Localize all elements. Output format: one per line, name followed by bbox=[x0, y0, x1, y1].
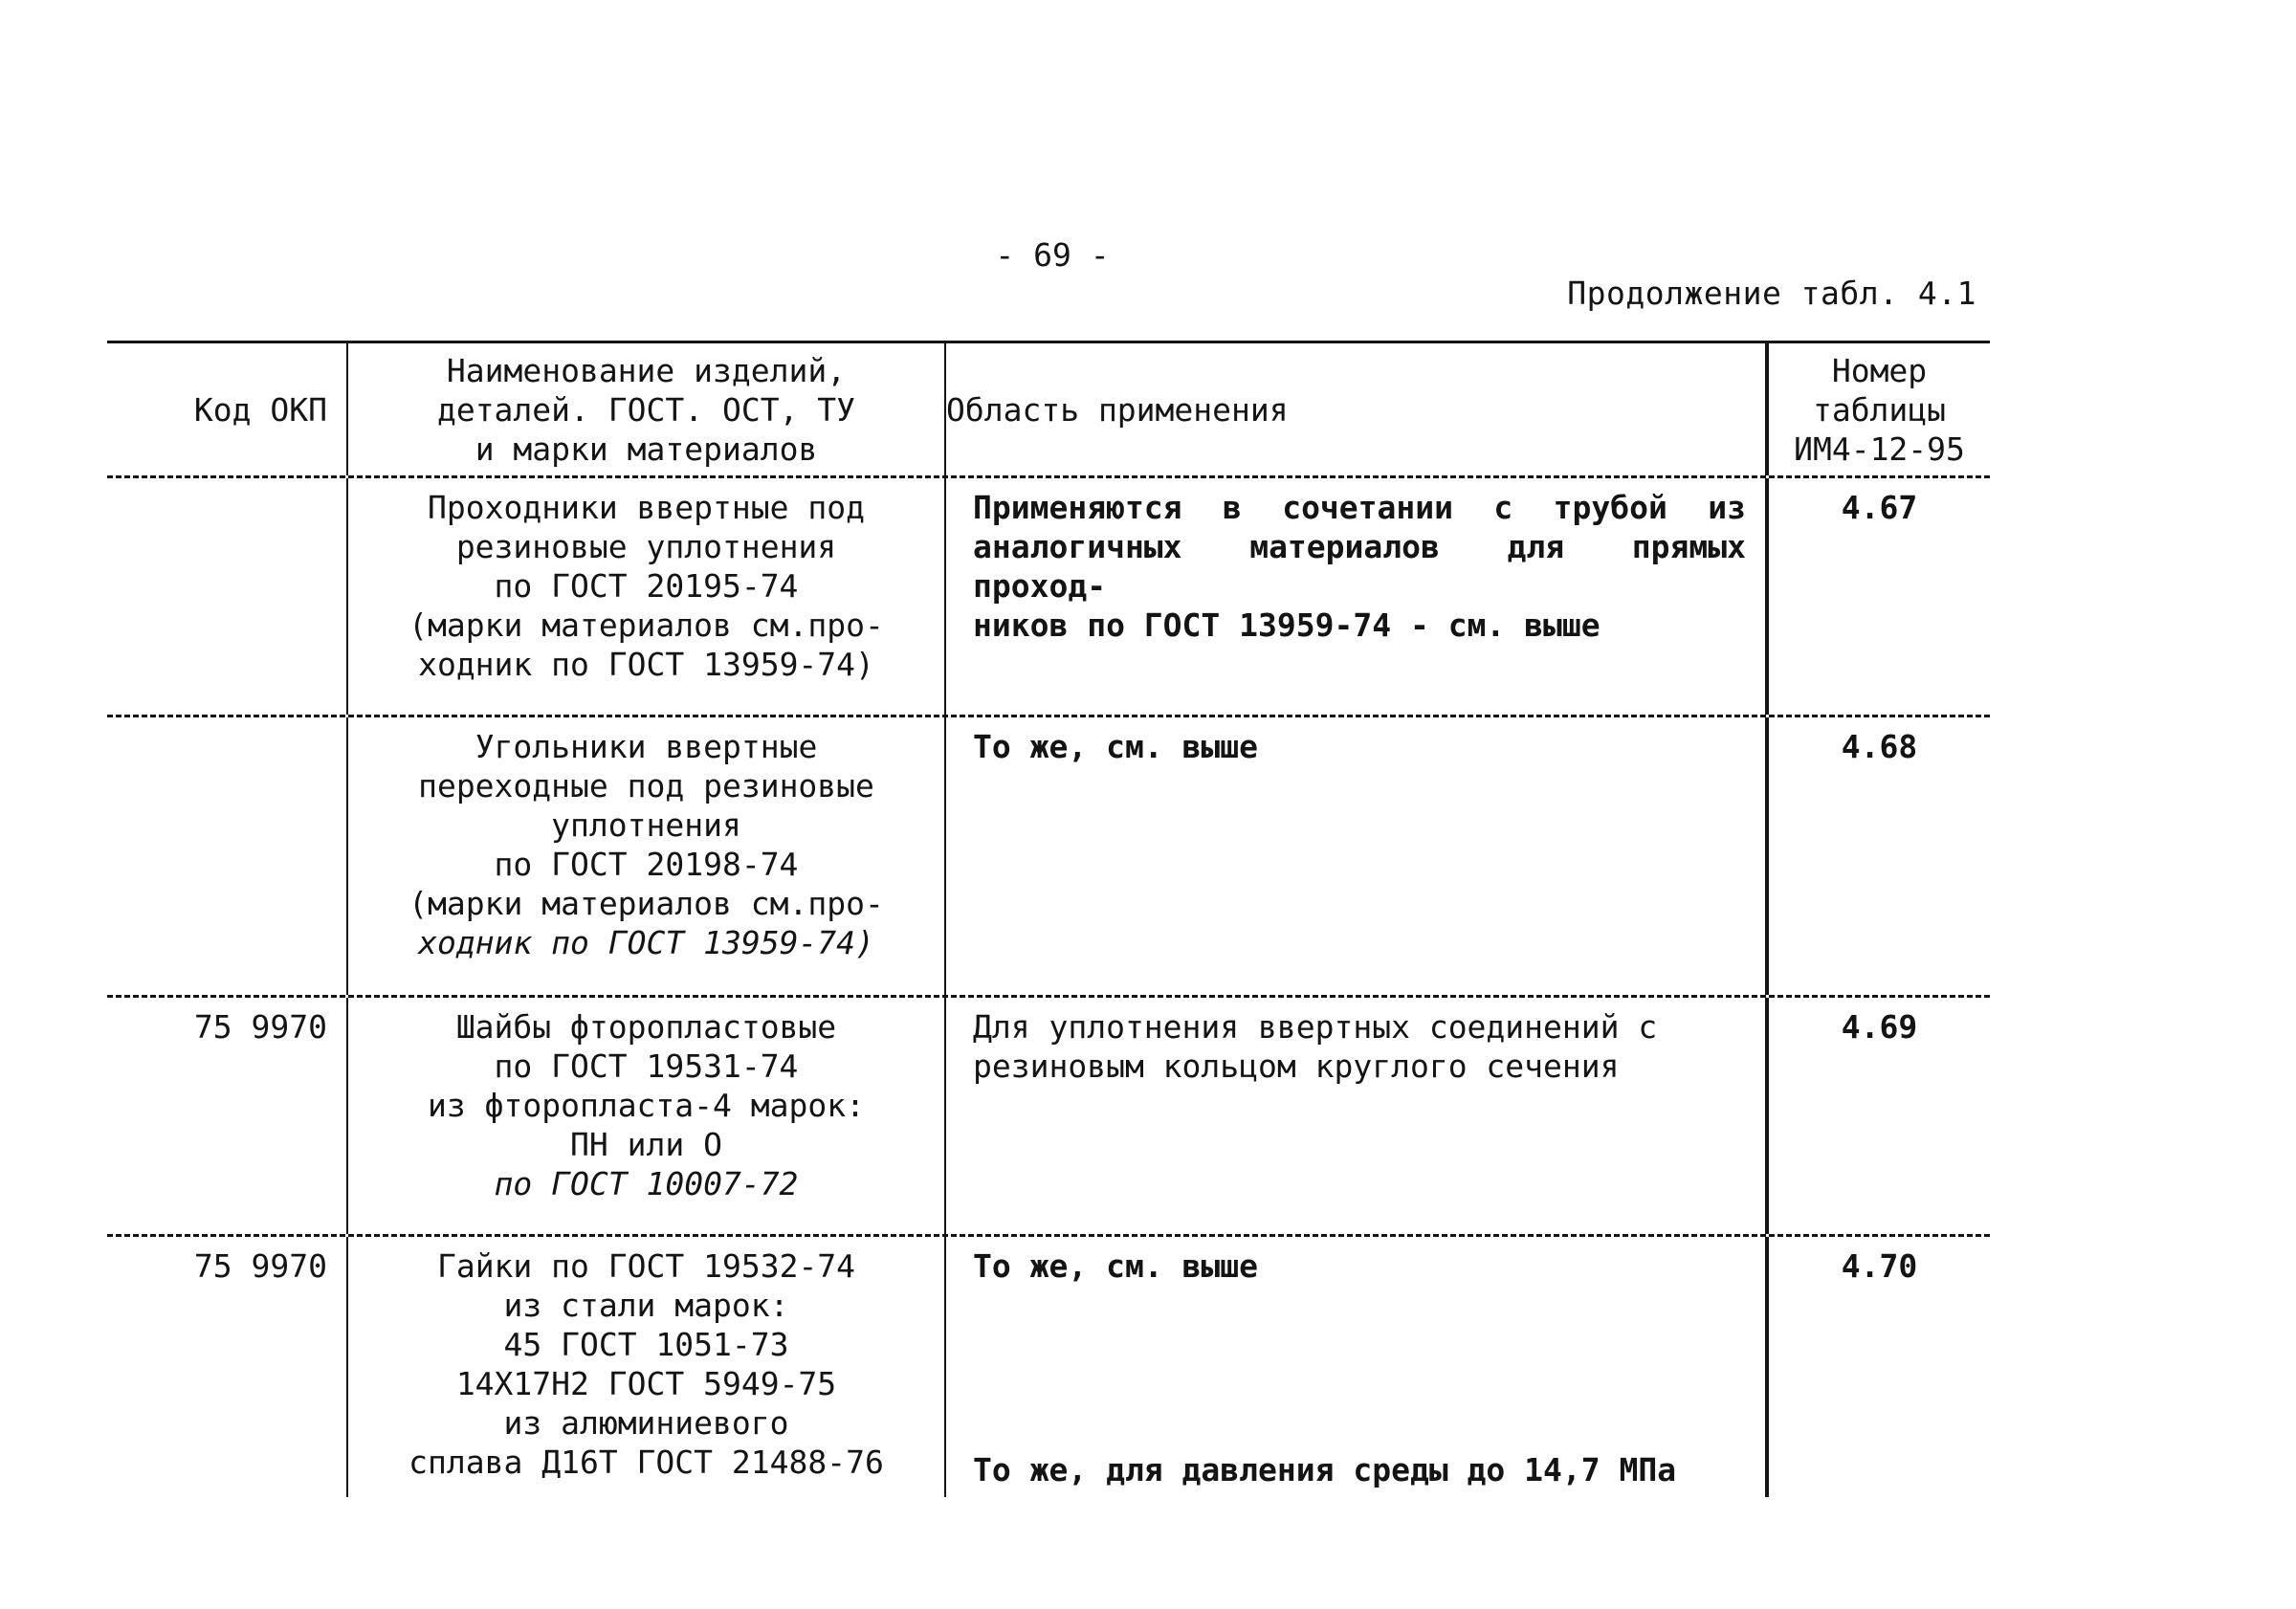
header-okp-label: Код ОКП bbox=[193, 390, 327, 429]
application-line: резиновым кольцом круглого сечения bbox=[973, 1047, 1620, 1085]
table-row bbox=[107, 998, 1990, 1234]
item-name bbox=[346, 717, 944, 995]
item-name-line: из стали марок: bbox=[503, 1287, 789, 1324]
item-name-line: 14Х17Н2 ГОСТ 5949-75 bbox=[455, 1365, 837, 1402]
header-name-line: деталей. ГОСТ. ОСТ, ТУ bbox=[436, 390, 856, 429]
header-tab-line: таблицы bbox=[1812, 390, 1947, 429]
header-tab-line: ИМ4-12-95 bbox=[1794, 430, 1965, 468]
header-area bbox=[944, 343, 1767, 475]
item-name-line: переходные под резиновые bbox=[418, 767, 874, 804]
application-area bbox=[944, 998, 1767, 1234]
application-line: То же, см. выше bbox=[973, 1247, 1259, 1285]
item-name-line: Гайки по ГОСТ 19532-74 bbox=[436, 1247, 856, 1285]
item-name-line: из фторопласта-4 марок: bbox=[428, 1087, 865, 1124]
item-name-line: по ГОСТ 20198-74 bbox=[494, 846, 799, 883]
header-table-number bbox=[1767, 343, 1990, 475]
table-number: 4.67 bbox=[1767, 478, 1990, 715]
item-name-line: из алюминиевого bbox=[503, 1404, 789, 1442]
table-row bbox=[107, 1237, 1990, 1497]
table-number: 4.68 bbox=[1767, 717, 1990, 995]
item-name-line: по ГОСТ 10007-72 bbox=[494, 1165, 799, 1202]
item-name-line: (марки материалов см.про- bbox=[408, 885, 884, 922]
application-area bbox=[944, 1237, 1767, 1497]
item-name bbox=[346, 478, 944, 715]
table-row bbox=[107, 478, 1990, 715]
item-name-line: (марки материалов см.про- bbox=[408, 606, 884, 644]
application-line: ников по ГОСТ 13959-74 - см. выше bbox=[973, 606, 1601, 644]
okp-code bbox=[107, 717, 346, 995]
item-name-line: ходник по ГОСТ 13959-74) bbox=[418, 646, 874, 683]
item-name-line: уплотнения bbox=[551, 806, 741, 844]
table-header-row bbox=[107, 343, 1990, 475]
application-area bbox=[944, 717, 1767, 995]
header-name bbox=[346, 343, 944, 475]
item-name-line: Шайбы фторопластовые bbox=[455, 1008, 837, 1046]
header-area-label: Область применения bbox=[946, 390, 1289, 429]
table-caption: Продолжение табл. 4.1 bbox=[1567, 275, 1976, 312]
item-name-line: Проходники ввертные под bbox=[428, 489, 865, 526]
item-name-line: сплава Д16Т ГОСТ 21488-76 bbox=[408, 1444, 884, 1481]
okp-code: 75 9970 bbox=[193, 1247, 327, 1285]
item-name-line: 45 ГОСТ 1051-73 bbox=[503, 1326, 789, 1363]
materials-table bbox=[107, 341, 1990, 1497]
table-row bbox=[107, 717, 1990, 995]
header-tab-line: Номер bbox=[1831, 351, 1928, 389]
application-line: То же, см. выше bbox=[973, 728, 1259, 765]
header-name-line: и марки материалов bbox=[475, 430, 818, 468]
table-number: 4.69 bbox=[1767, 998, 1990, 1234]
application-line-pressure: То же, для давления среды до 14,7 МПа bbox=[973, 1451, 1677, 1488]
application-line: Для уплотнения ввертных соединений с bbox=[973, 1008, 1658, 1046]
application-area bbox=[944, 478, 1767, 715]
header-name-line: Наименование изделий, bbox=[446, 351, 847, 389]
table-number: 4.70 bbox=[1767, 1237, 1990, 1497]
item-name-line: Угольники ввертные bbox=[475, 728, 818, 765]
application-line: Применяются в сочетании с трубой из аналогичных материалов для прямых проход- bbox=[973, 489, 1746, 605]
item-name-line: по ГОСТ 20195-74 bbox=[494, 567, 799, 605]
okp-code: 75 9970 bbox=[193, 1008, 327, 1046]
item-name bbox=[346, 1237, 944, 1497]
item-name-line: ПН или О bbox=[570, 1126, 722, 1163]
page-number: - 69 - bbox=[995, 236, 1110, 274]
item-name bbox=[346, 998, 944, 1234]
okp-code bbox=[107, 478, 346, 715]
header-okp-code bbox=[107, 343, 346, 475]
item-name-line: по ГОСТ 19531-74 bbox=[494, 1047, 799, 1085]
item-name-line: резиновые уплотнения bbox=[455, 528, 837, 565]
item-name-line: ходник по ГОСТ 13959-74) bbox=[418, 924, 874, 961]
